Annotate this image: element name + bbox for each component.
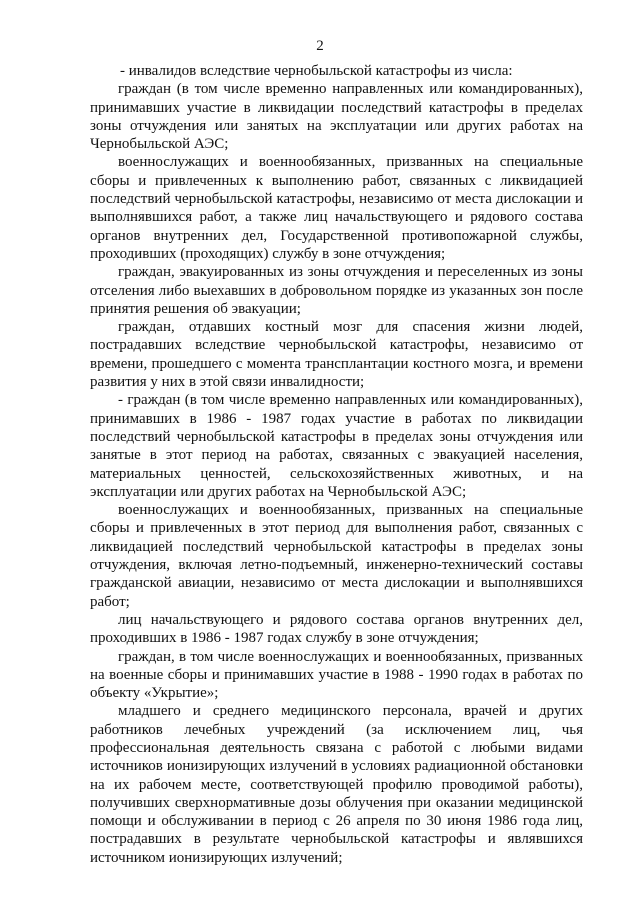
- paragraph-military-servicemen: военнослужащих и военнообязанных, призванных на специальные сборы и привлеченных к выполнению работ, связанных с ликвидацией последствий чернобыльской катастрофы, независимо от места дислокации и выполнявшихся работ, а также лиц начальствующего и рядового состава органов внутренних дел, Государственной противопожарной службы, проходивших (проходящих) службу в зоне отчуждения;: [90, 154, 583, 262]
- page-number: 2: [316, 38, 324, 54]
- paragraph-ukrytie-object: граждан, в том числе военнослужащих и военнообязанных, призванных на военные сборы и принимавших участие в 1988 - 1990 годах в работах по объекту «Укрытие»;: [90, 648, 583, 702]
- paragraph-bone-marrow-donors: граждан, отдавших костный мозг для спасения жизни людей, пострадавших вследствие чернобыльской катастрофы, независимо от времени, прошедшего с момента трансплантации костного мозга, и времени развития у них в этой связи инвалидности;: [90, 319, 583, 391]
- paragraph-disabled-persons-intro: - инвалидов вследствие чернобыльской катастрофы из числа:: [120, 63, 513, 79]
- paragraph-military-1986-1987: военнослужащих и военнообязанных, призванных на специальные сборы и привлеченных в этот период для выполнения работ, связанных с ликвидацией последствий чернобыльской катастрофы в пределах зоны отчуждения, включая летно-подъемный, инженерно-технический составы гражданской авиации, независимо от места дислокации и выполнявшихся работ;: [90, 502, 583, 610]
- paragraph-citizens-1986-1987: - граждан (в том числе временно направленных или командированных), принимавших в 1986 - 1987 годах участие в работах по ликвидации последствий чернобыльской катастрофы в пределах зоны отчуждения или занятые в этот период на работах, связанных с эвакуацией населения, материальных ценностей, сельскохозяйственных животных, и на эксплуатации или других работах на Чернобыльской АЭС;: [90, 392, 583, 500]
- paragraph-evacuated-citizens: граждан, эвакуированных из зоны отчуждения и переселенных из зоны отселения либо выехавших в добровольном порядке из указанных зон после принятия решения об эвакуации;: [90, 264, 583, 317]
- paragraph-citizens-liquidation: граждан (в том числе временно направленных или командированных), принимавших участие в ликвидации последствий катастрофы в пределах зоны отчуждения или занятых на эксплуатации или других работах на Чернобыльской АЭС;: [90, 81, 583, 153]
- paragraph-internal-affairs-staff: лиц начальствующего и рядового состава органов внутренних дел, проходивших в 1986 - 1987 годах службу в зоне отчуждения;: [90, 611, 583, 647]
- document-body: [90, 62, 583, 867]
- paragraph-medical-personnel: младшего и среднего медицинского персонала, врачей и других работников лечебных учреждений (за исключением лиц, чья профессиональная деятельность связана с работой с любыми видами источников ионизирующих излучений в условиях радиационной обстановки на их рабочем месте, соответствующей профилю проводимой работы), получивших сверхнормативные дозы облучения при оказании медицинской помощи и обслуживании в период с 26 апреля по 30 июня 1986 года лиц, пострадавших в результате чернобыльской катастрофы и являвшихся источником ионизирующих излучений;: [90, 703, 583, 866]
